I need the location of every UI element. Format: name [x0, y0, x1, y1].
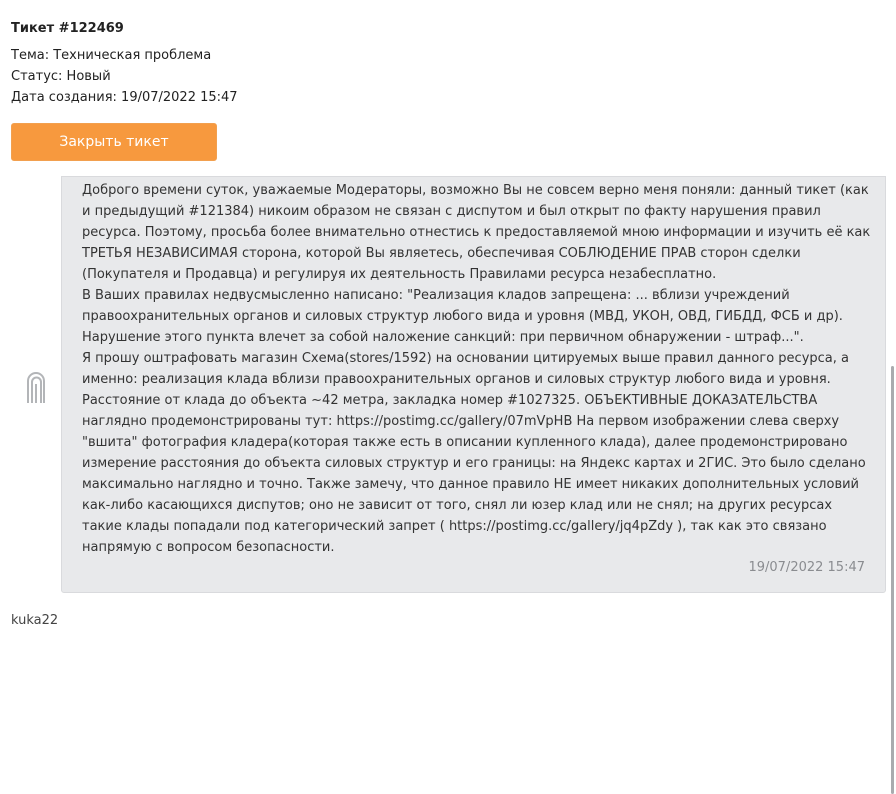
- ticket-topic: Тема: Техническая проблема: [11, 48, 212, 63]
- scrollbar[interactable]: [888, 176, 896, 621]
- message-paragraph: Я прошу оштрафовать магазин Схема(stores/1592) на основании цитируемых выше правил данного ресурса, а именно: реализация клада вблизи правоохранительных органов и силовых структур любого вида и уровня. Расстояние от клада до объекта ~42 метра, закладка номер #1027325. ОБЪЕКТИВНЫЕ ДОКАЗАТЕЛЬСТВА наглядно продемонстрированы тут: https://postimg.cc/gallery/07mVpHB На первом изображении слева сверху "вшита" фотография кладера(которая также есть в описании купленного клада), далее продемонстрировано измерение расстояния до объекта силовых структур и его границы: на Яндекс картах и 2ГИС. Это было сделано максимально наглядно и точно. Также замечу, что данное правило НЕ имеет никаких дополнительных условий как-либо касающихся диспутов; оно не зависит от того, снял ли юзер клад или не снял; на других ресурсах такие клады попадали под категорический запрет ( https://postimg.cc/gallery/jq4pZdy ), так как это связано напрямую с вопросом безопасности.: [82, 351, 866, 555]
- message-paragraph: Доброго времени суток, уважаемые Модераторы, возможно Вы не совсем верно меня поняли: данный тикет (как и предыдущий #121384) никоим образом не связан с диспутом и был открыт по факту нарушения правил ресурса. Поэтому, просьба более внимательно отнестись к предоставляемой мною информации и изучить её как ТРЕТЬЯ НЕЗАВИСИМАЯ сторона, которой Вы являетесь, обеспечивая СОБЛЮДЕНИЕ ПРАВ сторон сделки (Покупателя и Продавца) и регулируя их деятельность Правилами ресурса незабесплатно.: [82, 183, 871, 282]
- close-ticket-button[interactable]: Закрыть тикет: [11, 123, 217, 161]
- stacked-arcs-logo-icon: [24, 372, 48, 404]
- message-text: [82, 180, 872, 558]
- author-name: kuka22: [11, 613, 59, 628]
- message-paragraph: Нарушение этого пункта влечет за собой наложение санкций: при первичном обнаружении - штраф...".: [82, 330, 804, 345]
- message-bubble: [61, 176, 886, 593]
- message-timestamp: 19/07/2022 15:47: [748, 560, 865, 575]
- ticket-status: Статус: Новый: [11, 69, 111, 84]
- message-paragraph: В Ваших правилах недвусмысленно написано: "Реализация кладов запрещена: ... вблизи учреждений правоохранительных органов и силовых структур любого вида и уровня (МВД, УКОН, ОВД, ГИБДД, ФСБ и др).: [82, 288, 843, 324]
- ticket-created-date: Дата создания: 19/07/2022 15:47: [11, 90, 238, 105]
- ticket-header: [11, 20, 238, 108]
- scrollbar-thumb[interactable]: [891, 366, 894, 794]
- ticket-title: Тикет #122469: [11, 21, 124, 36]
